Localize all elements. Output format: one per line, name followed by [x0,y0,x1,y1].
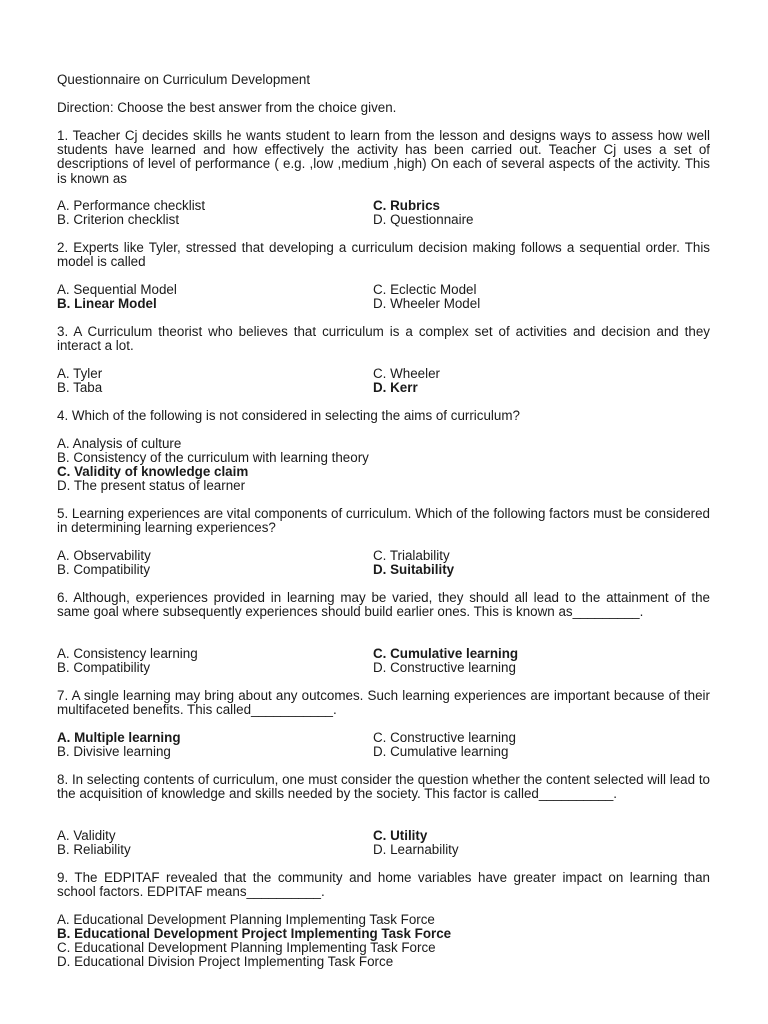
question-7-text: 7. A single learning may bring about any outcomes. Such learning experiences are important because of their multifaceted benefits. This called___________. [57,688,710,718]
question-6-text: 6. Although, experiences provided in learning may be varied, they should all lead to the attainment of the same goal where subsequently experiences should build earlier ones. This is known as_________. [57,590,710,620]
question-9-option-c: C. Educational Development Planning Implementing Task Force [57,940,436,955]
question-1-option-b: B. Criterion checklist [57,212,180,227]
question-7-option-d: D. Cumulative learning [373,744,509,759]
question-5-option-c: C. Trialability [373,548,450,563]
question-8-option-c-answer: C. Utility [373,828,428,843]
question-3-option-a: A. Tyler [57,366,103,381]
question-1-option-d: D. Questionnaire [373,212,474,227]
question-2-option-b-answer: B. Linear Model [57,296,157,311]
question-5-option-d-answer: D. Suitability [373,562,455,577]
question-1-text: 1. Teacher Cj decides skills he wants student to learn from the lesson and designs ways to assess how well students have learned and how effectively the activity has been carried out. Teacher Cj uses a set of descriptions of level of performance ( e.g. ,low ,medium ,high) On each of several aspects of the activity. This is known as [57,128,710,186]
question-4-option-b: B. Consistency of the curriculum with learning theory [57,450,369,465]
question-9-text: 9. The EDPITAF revealed that the community and home variables have greater impact on learning than school factors. EDPITAF means__________. [57,870,710,900]
question-9-option-d: D. Educational Division Project Implementing Task Force [57,954,394,969]
question-2-option-c: C. Eclectic Model [373,282,477,297]
question-2-option-a: A. Sequential Model [57,282,177,297]
question-1-option-c-answer: C. Rubrics [373,198,440,213]
question-2-text: 2. Experts like Tyler, stressed that developing a curriculum decision making follows a sequential order. This model is called [57,240,710,270]
question-6-option-a: A. Consistency learning [57,646,198,661]
directions: Direction: Choose the best answer from the choice given. [57,100,397,115]
question-8-option-b: B. Reliability [57,842,131,857]
question-5-option-b: B. Compatibility [57,562,151,577]
question-8-option-a: A. Validity [57,828,116,843]
question-3-text: 3. A Curriculum theorist who believes that curriculum is a complex set of activities and decision and they interact a lot. [57,324,710,354]
question-7-option-c: C. Constructive learning [373,730,516,745]
question-8-option-d: D. Learnability [373,842,459,857]
question-5-text: 5. Learning experiences are vital components of curriculum. Which of the following factors must be considered in determining learning experiences? [57,506,710,536]
document-title: Questionnaire on Curriculum Development [57,72,311,87]
question-4-option-c-answer: C. Validity of knowledge claim [57,464,249,479]
question-6-option-b: B. Compatibility [57,660,151,675]
question-4-option-d: D. The present status of learner [57,478,246,493]
question-2-option-d: D. Wheeler Model [373,296,481,311]
question-7-option-a-answer: A. Multiple learning [57,730,181,745]
question-7-option-b: B. Divisive learning [57,744,171,759]
question-1-option-a: A. Performance checklist [57,198,206,213]
question-3-option-d-answer: D. Kerr [373,380,418,395]
question-6-option-d: D. Constructive learning [373,660,516,675]
question-8-text: 8. In selecting contents of curriculum, one must consider the question whether the content selected will lead to the acquisition of knowledge and skills needed by the society. This factor is called__________. [57,772,710,802]
question-9-option-a: A. Educational Development Planning Implementing Task Force [57,912,435,927]
question-4-text: 4. Which of the following is not considered in selecting the aims of curriculum? [57,408,520,423]
question-4-option-a: A. Analysis of culture [57,436,182,451]
question-9-option-b-answer: B. Educational Development Project Implementing Task Force [57,926,452,941]
question-5-option-a: A. Observability [57,548,151,563]
question-3-option-b: B. Taba [57,380,103,395]
question-3-option-c: C. Wheeler [373,366,440,381]
question-6-option-c-answer: C. Cumulative learning [373,646,519,661]
